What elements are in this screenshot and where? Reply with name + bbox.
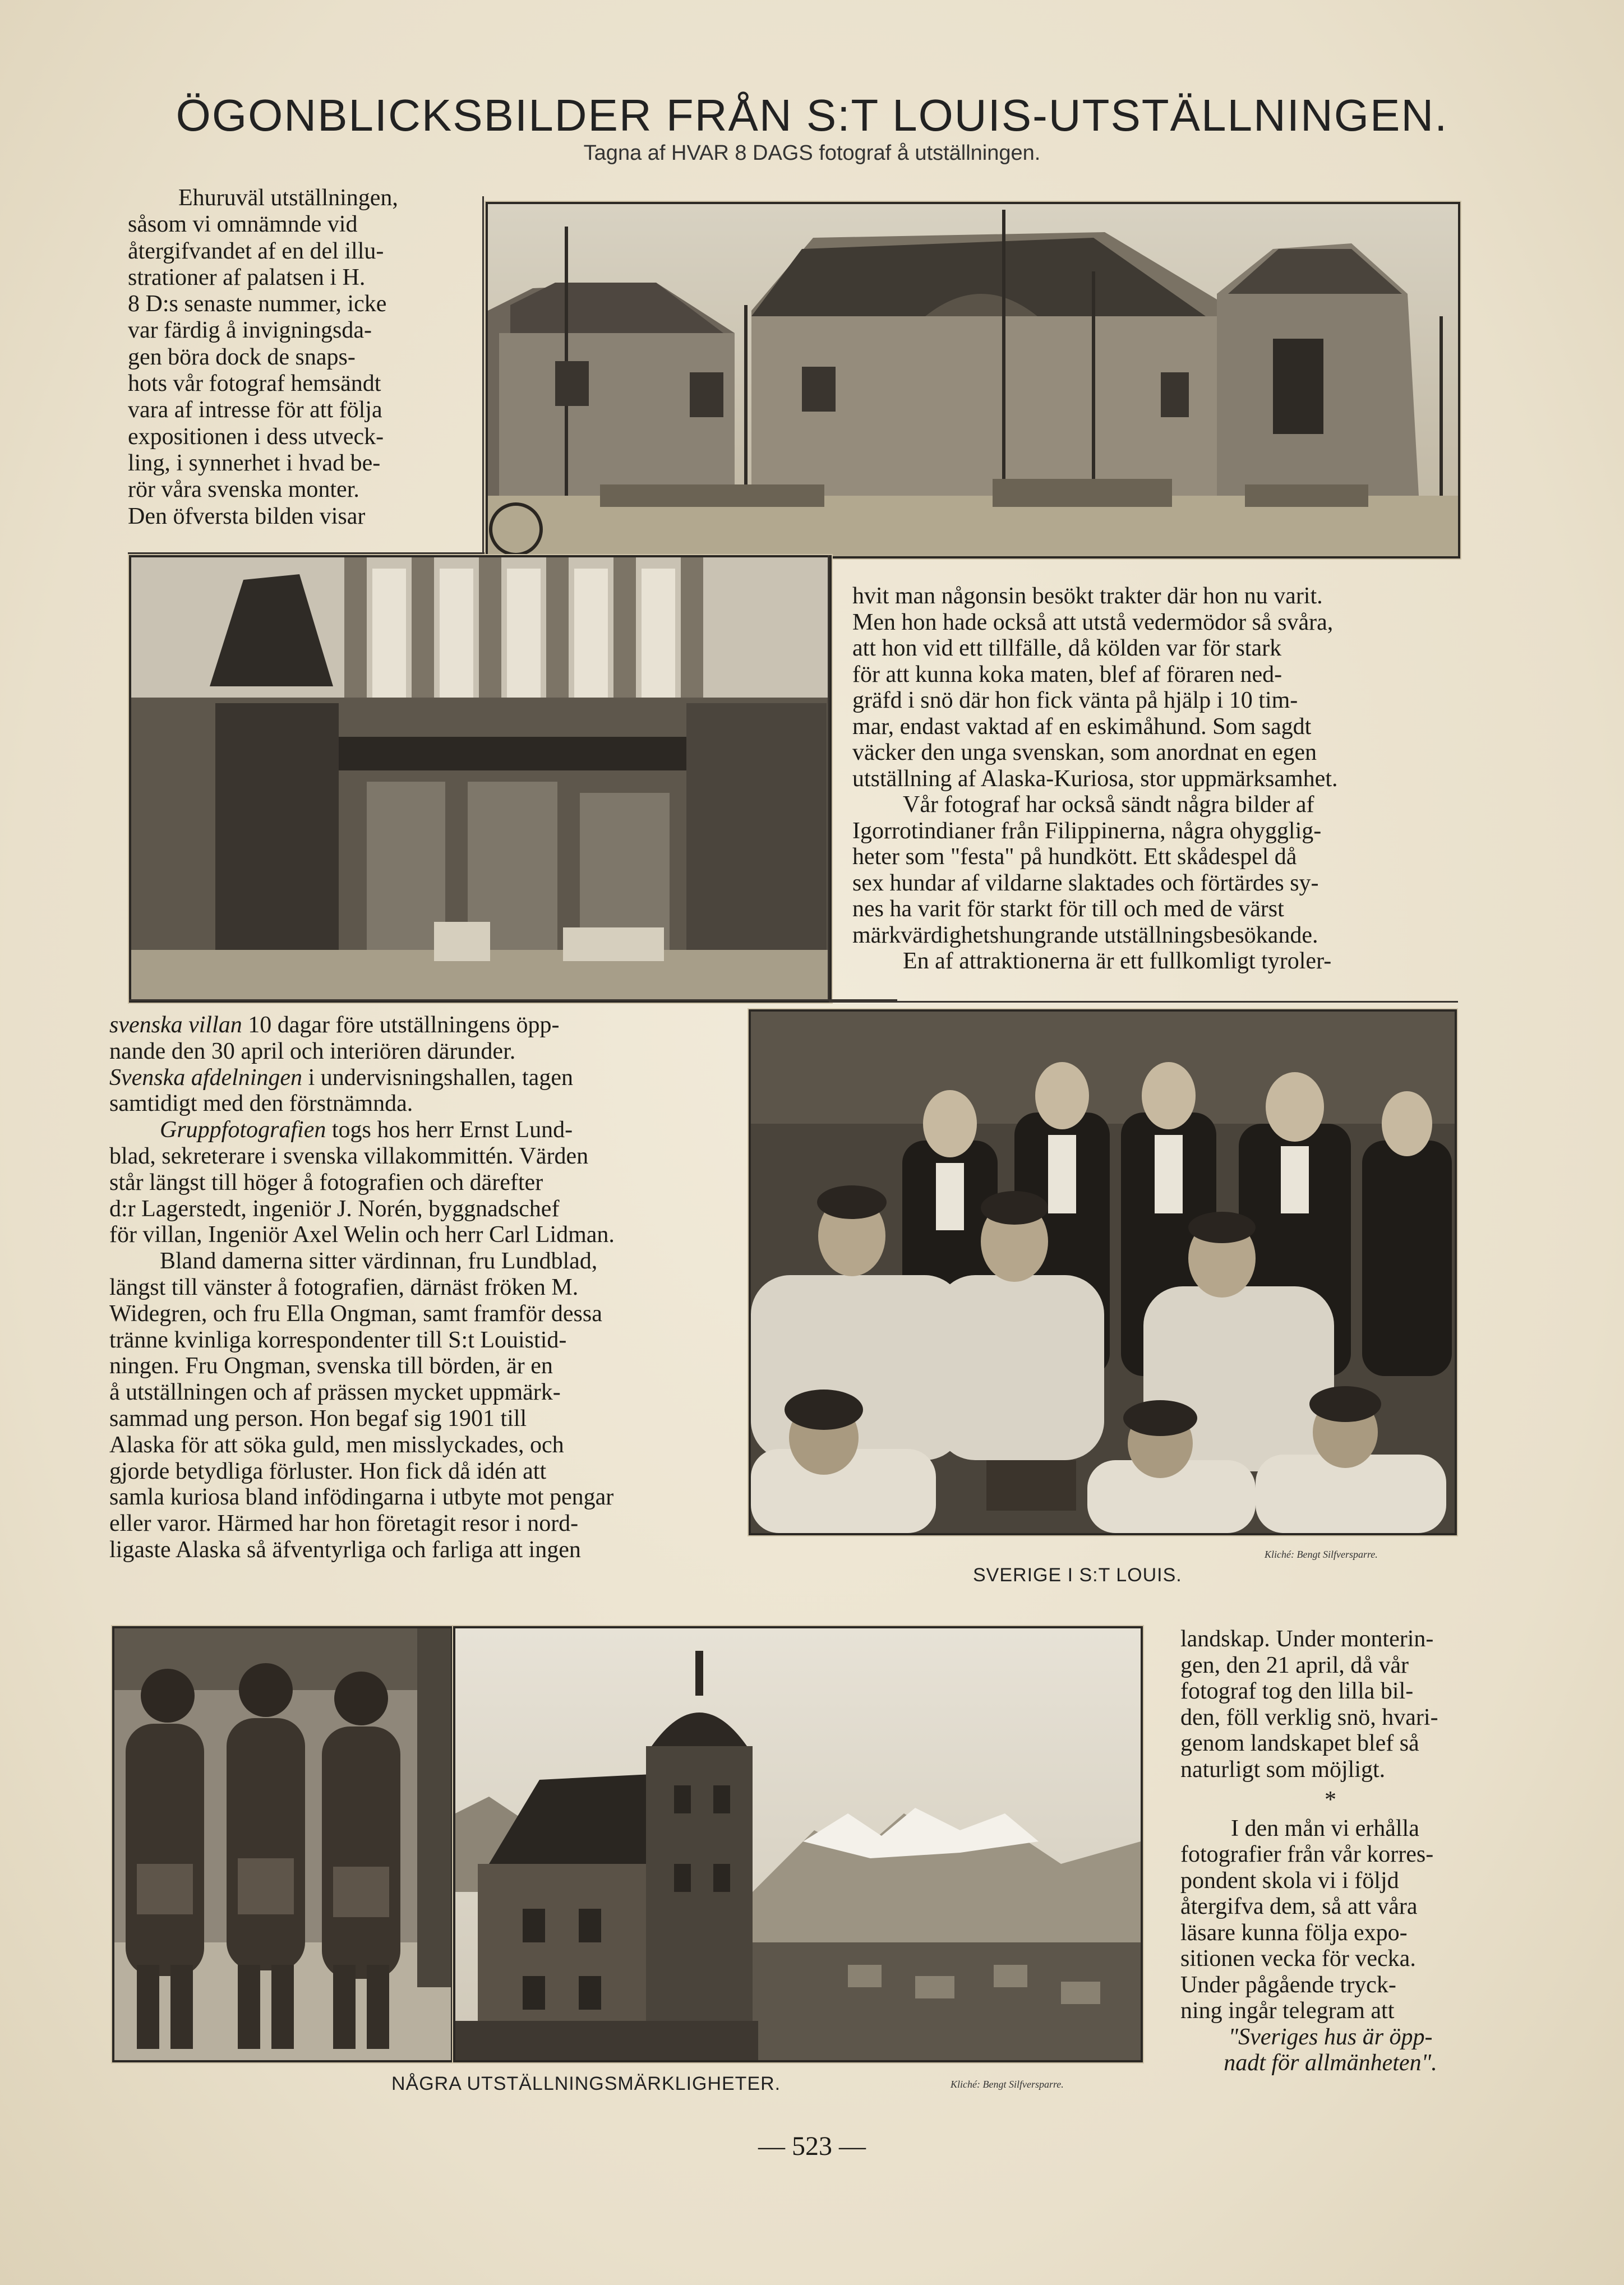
text-line: I den mån vi erhålla [1231,1815,1419,1841]
text-line: den, föll verklig snö, hvari- [1180,1704,1438,1730]
text-line: 8 D:s senaste nummer, icke [128,291,387,317]
text-line: Igorrotindianer från Filippinerna, några ohygglig- [852,818,1322,844]
text-line: Alaska för att söka guld, men misslyckades, och [109,1432,564,1458]
group-photo-credit: Kliché: Bengt Silfversparre. [1265,1549,1378,1560]
text-line: sitionen vecka för vecka. [1180,1946,1416,1972]
text-line: Widegren, och fru Ella Ongman, samt framför dessa [109,1300,602,1327]
page-subtitle: Tagna af HVAR 8 DAGS fotograf å utställningen. [583,141,1041,165]
text-line: nes ha varit för starkt för till och med de värst [852,896,1284,922]
text-line: gräfd i snö där hon fick vänta på hjälp i 10 tim- [852,687,1298,713]
text-line: ligaste Alaska så äfventyrliga och farliga att ingen [109,1536,581,1563]
text-line: samla kuriosa bland infödingarna i utbyte mot pengar [109,1484,614,1511]
text-line: expositionen i dess utveck- [128,423,384,450]
text-line: å utställningen och af prässen mycket uppmärk- [109,1379,561,1406]
text-line: var färdig å invigningsda- [128,317,372,344]
text-italic: "Sveriges hus är öpp- [1228,2024,1433,2050]
text-line: tränne kvinliga korrespondenter till S:t Louistid- [109,1327,567,1353]
page-title: ÖGONBLICKSBILDER FRÅN S:T LOUIS-UTSTÄLLNINGEN. [176,90,1448,140]
divider [482,196,484,554]
divider [128,552,485,554]
text-line: mar, endast vaktad af en eskimåhund. Som sagdt [852,713,1312,740]
text-italic: Svenska afdelningen [109,1064,303,1091]
text-italic: svenska villan [109,1012,242,1038]
text-italic: Gruppfotografien [160,1117,326,1143]
igorrot-natives-photo [112,1626,453,2062]
text-line: sammad ung person. Hon begaf sig 1901 till [109,1405,527,1432]
right-column-bottom [1180,1626,1480,2076]
text-line: strationer af palatsen i H. [128,264,366,290]
group-photo-caption: SVERIGE I S:T LOUIS. [973,1564,1182,1586]
text-line: 10 dagar före utställningens öpp- [242,1012,560,1038]
text-line: utställning af Alaska-Kuriosa, stor uppmärksamhet. [852,765,1338,792]
text-line: i undervisningshallen, tagen [302,1064,573,1091]
text-line: hvit man någonsin besökt trakter där hon nu varit. [852,583,1323,609]
text-line: fotografier från vår korres- [1180,1841,1434,1867]
bottom-photos-credit: Kliché: Bengt Silfversparre. [951,2079,1064,2090]
text-line: heter som "festa" på hundkött. Ett skådespel då [852,844,1297,870]
text-line: En af attraktionerna är ett fullkomligt tyroler- [903,948,1332,974]
text-line: pondent skola vi i följd [1180,1867,1399,1894]
text-line: sex hundar af vildarne slaktades och förtärdes sy- [852,870,1319,896]
text-line: Ehuruväl utställningen, [178,185,398,211]
text-line: eller varor. Härmed har hon företagit resor i nord- [109,1511,579,1537]
text-line: Under pågående tryck- [1180,1972,1396,1998]
text-line: Bland damerna sitter värdinnan, fru Lundblad, [160,1248,598,1275]
text-line: Vår fotograf har också sändt några bilder af [903,792,1314,818]
text-line: landskap. Under monterin- [1180,1626,1434,1652]
text-line: märkvärdighetshungrande utställningsbesökande. [852,922,1318,948]
bottom-photos-caption: NÅGRA UTSTÄLLNINGSMÄRKLIGHETER. [391,2073,781,2094]
text-line: ningen. Fru Ongman, svenska till börden, är en [109,1353,553,1379]
swedish-section-interior-photo [129,555,832,1003]
text-line: läsare kunna följa expo- [1180,1919,1408,1946]
text-line: ning ingår telegram att [1180,1998,1395,2024]
text-line: togs hos herr Ernst Lund- [326,1117,573,1143]
text-line: såsom vi omnämnde vid [128,211,358,238]
page-number: — 523 — [758,2131,866,2161]
divider [129,999,897,1001]
text-line: gen böra dock de snaps- [128,344,356,370]
text-line: nande den 30 april och interiören därunder. [109,1038,516,1064]
separator-asterisk: * [1325,1787,1336,1813]
text-line: Men hon hade också att utstå vedermödor så svåra, [852,609,1334,635]
text-italic: nadt för allmänheten". [1224,2050,1437,2076]
text-line: hots vår fotograf hemsändt [128,371,381,397]
swedish-villa-construction-photo [486,202,1460,558]
text-line: gjorde betydliga förluster. Hon fick då idén att [109,1458,547,1484]
text-line: står längst till höger å fotografien och därefter [109,1169,543,1195]
text-line: återgifvandet af en del illu- [128,238,384,264]
text-line: för att kunna koka maten, blef af föraren ned- [852,661,1282,687]
text-line: gen, den 21 april, då vår [1180,1652,1409,1678]
text-line: ling, i synnerhet i hvad be- [128,450,381,476]
text-line: rör våra svenska monter. [128,477,359,503]
text-line: för villan, Ingeniör Axel Welin och herr Carl Lidman. [109,1222,615,1248]
text-line: att hon vid ett tillfälle, då kölden var för stark [852,635,1282,661]
text-line: blad, sekreterare i svenska villakommittén. Värden [109,1143,589,1169]
divider [828,555,829,1000]
text-line: samtidigt med den förstnämnda. [109,1091,413,1117]
text-line: d:r Lagerstedt, ingeniör J. Norén, byggnadschef [109,1195,560,1222]
text-line: naturligt som möjligt. [1180,1756,1386,1783]
text-line: väcker den unga svenskan, som anordnat en egen [852,740,1317,765]
divider [829,1001,1458,1003]
left-column-middle [109,1012,721,1563]
intro-column [128,185,442,530]
text-line: genom landskapet blef så [1180,1730,1419,1756]
text-line: fotograf tog den lilla bil- [1180,1678,1414,1704]
group-photograph [749,1009,1457,1535]
text-line: längst till vänster å fotografien, därnäst fröken M. [109,1274,579,1300]
text-line: återgifva dem, så att våra [1180,1894,1418,1919]
right-column-top [852,583,1450,975]
text-line: vara af intresse för att följa [128,397,382,423]
tyrolean-village-photo [453,1626,1143,2062]
text-line: Den öfversta bilden visar [128,503,366,529]
